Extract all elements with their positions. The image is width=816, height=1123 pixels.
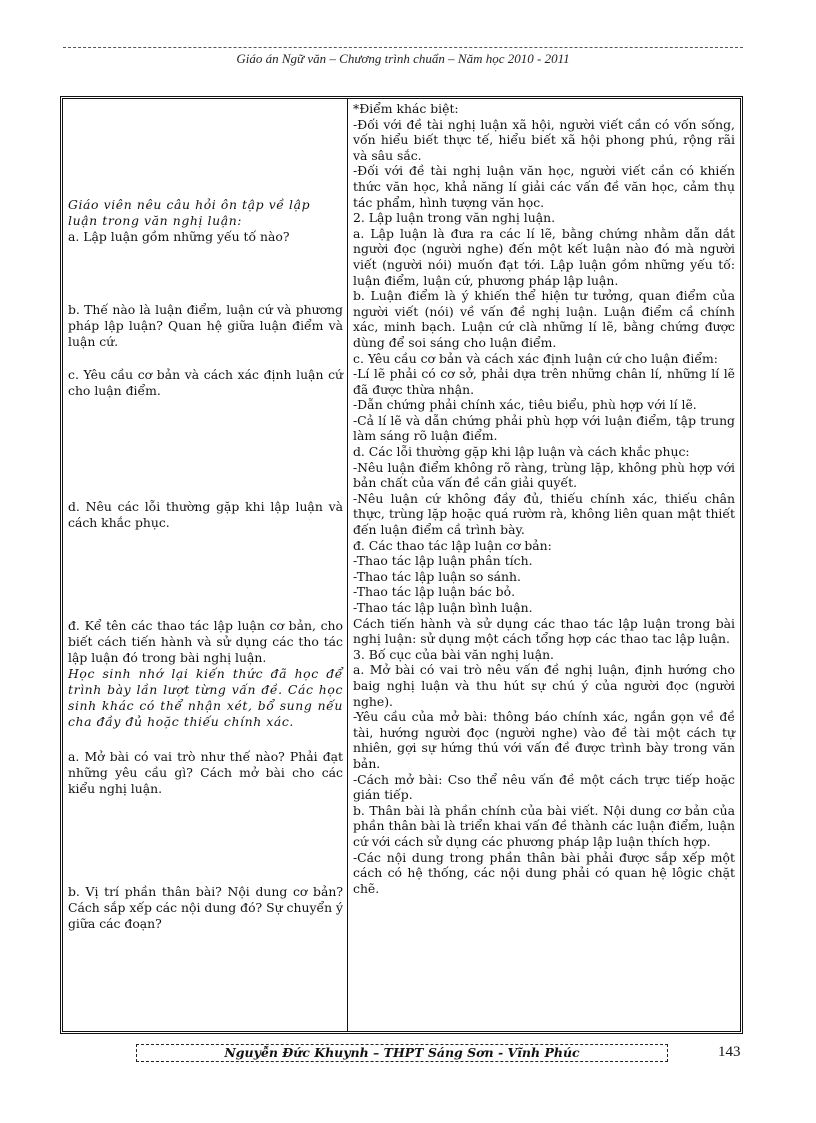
students-note: Học sinh nhớ lại kiến thức đã học để trình bày lần lượt từng vấn đề. Các học sinh khác có thể nhận xét, bổ sung nếu cha đầy đủ hoặc thiếu chính xác. <box>68 666 343 729</box>
answer-paragraph: -Lí lẽ phải có cơ sở, phải dựa trên những chân lí, những lí lẽ đã được thừa nhận. <box>353 366 735 397</box>
question-intro: Giáo viên nêu câu hỏi ôn tập về lập luận trong văn nghị luận: a. Lập luận gồm những yếu tố nào? <box>68 197 311 244</box>
answer-paragraph: đ. Các thao tác lập luận cơ bản: <box>353 537 552 553</box>
answer-paragraph: -Thao tác lập luận phân tích. <box>353 553 533 569</box>
answer-paragraph: b. Thân bài là phần chính của bài viết. Nội dung cơ bản của phần thân bài là triển khai vấn đề thành các luận điểm, luận cứ với cách sử dụng các phương pháp lập luận thích hợp. <box>353 802 735 849</box>
answer-paragraph: a. Mở bài có vai trò nêu vấn đề nghị luận, định hướng cho baig nghị luận và thu hút sự chú ý của người đọc (người nghe). <box>353 662 735 709</box>
answer-paragraph: -Thao tác lập luận bác bỏ. <box>353 584 516 600</box>
answer-paragraph: -Yêu cầu của mở bài: thông báo chính xác, ngắn gọn về đề tài, hướng người đọc (người nghe) vào đề tài một cách tự nhiên, gợi sự hứng thú với vấn đề được trình bày trong văn bản. <box>353 709 735 771</box>
answer-paragraph: -Nêu luận cứ không đầy đủ, thiếu chính xác, thiếu chân thực, trùng lặp hoặc quá rườm rà, không liên quan mật thiết đến luận điểm cầ trình bày. <box>353 490 735 538</box>
answer-paragraph: *Điểm khác biệt: <box>353 101 459 116</box>
content-column <box>348 99 740 1031</box>
question-b: b. Thế nào là luận điểm, luận cứ và phương pháp lập luận? Quan hệ giữa luận điểm và luận cứ. <box>68 302 343 349</box>
answer-paragraph: Cách tiến hành và sử dụng các thao tác lập luận trong bài nghị luận: sử dụng một cách tổng hợp các thao tac lập luận. <box>353 615 735 647</box>
footer-author: Nguyễn Đức Khuynh – THPT Sáng Sơn - Vĩnh Phúc <box>136 1044 668 1062</box>
answer-paragraph: c. Yêu cầu cơ bản và cách xác định luận cứ cho luận điểm: <box>353 350 718 366</box>
question-a2: a. Mở bài có vai trò như thế nào? Phải đạt những yêu cầu gì? Cách mở bài cho các kiểu nghị luận. <box>68 749 343 796</box>
answer-paragraph: -Cả lí lẽ và dẫn chứng phải phù hợp với luận điểm, tập trung làm sáng rõ luận điểm. <box>353 412 735 444</box>
question-dd: đ. Kể tên các thao tác lập luận cơ bản, cho biết cách tiến hành và sử dụng các tho tác lập luận đó trong bài nghị luận. <box>68 618 343 665</box>
answer-paragraph: -Thao tác lập luận so sánh. <box>353 568 521 584</box>
lesson-table <box>60 96 743 1034</box>
question-b2: b. Vị trí phần thân bài? Nội dung cơ bản? Cách sắp xếp các nội dung đó? Sự chuyển ý giữa các đoạn? <box>68 884 343 931</box>
answer-paragraph: -Đối với đề tài nghị luận xã hội, người viết cần có vốn sống, vốn hiểu biết thực tế, hiểu biết xã hội phong phú, rộng rãi và sâu sắc. <box>353 116 735 163</box>
answer-paragraph: -Dẫn chứng phải chính xác, tiêu biểu, phù hợp với lí lẽ. <box>353 397 697 413</box>
page-number: 143 <box>718 1044 741 1060</box>
answer-paragraph: -Nêu luận điểm không rõ ràng, trùng lặp, không phù hợp với bản chất của vấn đề cần giải quyết. <box>353 459 735 491</box>
teacher-activity-column <box>63 99 348 1031</box>
answer-paragraph: b. Luận điểm là ý khiến thể hiện tư tưởng, quan điểm của người viết (nói) về vấn đề nghị luận. Luận điểm cầ chính xác, minh bạch. Luận cứ clà những lí lẽ, bằng chứng được dùng để soi sáng cho luận điểm. <box>353 288 735 350</box>
answer-paragraph: d. Các lỗi thường gặp khi lập luận và cách khắc phục: <box>353 444 690 460</box>
answer-paragraph: 3. Bố cục của bài văn nghị luận. <box>353 646 554 662</box>
answer-paragraph: -Các nội dung trong phần thân bài phải được sắp xếp một cách có hệ thống, các nội dung phải có quan hệ lôgic chặt chẽ. <box>353 849 735 896</box>
answer-paragraph: -Đối với đề tài nghị luận văn học, người viết cần có khiến thức văn học, khả năng lí giải các vấn đề văn học, cảm thụ tác phẩm, hình tượng văn học. <box>353 163 735 210</box>
page-header: Giáo án Ngữ văn – Chương trình chuẩn – Năm học 2010 - 2011 <box>236 51 570 66</box>
question-c: c. Yêu cầu cơ bản và cách xác định luận cứ cho luận điểm. <box>68 367 343 398</box>
answer-paragraph: a. Lập luận là đưa ra các lí lẽ, bằng chứng nhằm dẫn dắt người đọc (người nghe) đến một kết luận nào đó mà người viết (người nói) muốn đạt tới. Lập luận gồm những yếu tố: luận điểm, luận cứ, phương pháp lập luận. <box>353 225 735 288</box>
answer-paragraph: -Cách mở bài: Cso thể nêu vấn đề một cách trực tiếp hoặc gián tiếp. <box>353 771 735 803</box>
answer-paragraph: 2. Lập luận trong văn nghị luận. <box>353 210 556 226</box>
answer-paragraph: -Thao tác lập luận bình luận. <box>353 600 533 615</box>
question-a: a. Lập luận gồm những yếu tố nào? <box>68 229 290 244</box>
question-d: d. Nêu các lỗi thường gặp khi lập luận và cách khắc phục. <box>68 499 343 530</box>
header-divider <box>63 47 743 48</box>
